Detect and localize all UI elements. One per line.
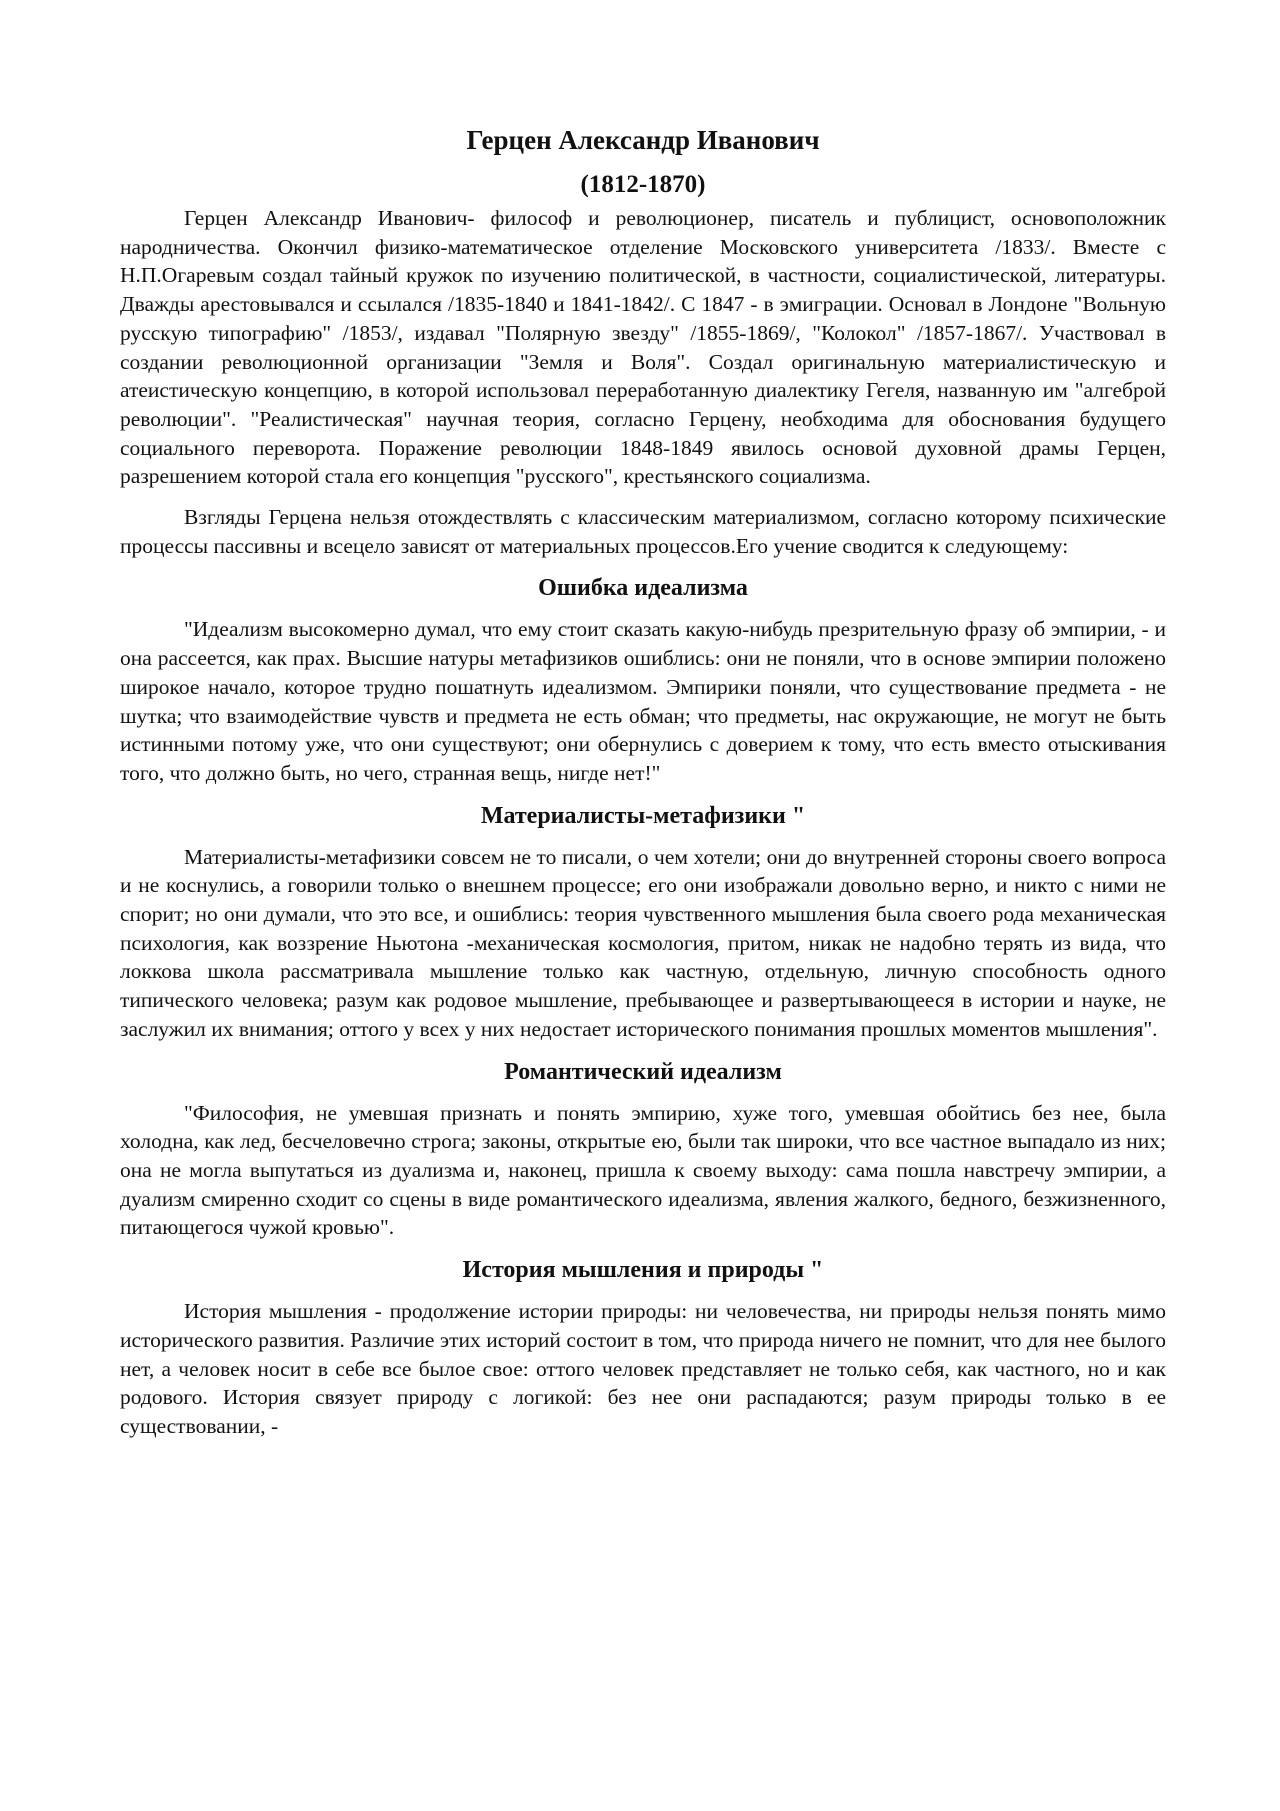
- section-paragraph: Материалисты-метафизики совсем не то писали, о чем хотели; они до внутренней стороны своего вопроса и не коснулись, а говорили только о внешнем процессе; его они изображали довольно верно, и никто с ними не спорит; но они думали, что это все, и ошиблись: теория чувственного мышления была своего рода механическая психология, как воззрение Ньютона -механическая космология, притом, никак не надобно терять из вида, что локкова школа рассматривала мышление только как частную, отдельную, личную способность одного типического человека; разум как родовое мышление, пребывающее и развертывающееся в истории и науке, не заслужил их внимания; оттого у всех у них недостает исторического понимания прошлых моментов мышления".: [120, 844, 1166, 1041]
- intro-paragraph: Герцен Александр Иванович- философ и революционер, писатель и публицист, основоположник народничества. Окончил физико-математическое отделение Московского университета /1833/. Вместе с Н.П.Огаревым создал тайный кружок по изучению политической, в частности, социалистической, литературы. Дважды арестовывался и ссылался /1835-1840 и 1841-1842/. С 1847 - в эмиграции. Основал в Лондоне "Вольную русскую типографию" /1853/, издавал "Полярную звезду" /1855-1869/, "Колокол" /1857-1867/. Участвовал в создании революционной организации "Земля и Воля". Создал оригинальную материалистическую и атеистическую концепцию, в которой использовал переработанную диалектику Гегеля, названную им "алгеброй революции". "Реалистическая" научная теория, согласно Герцену, необходима для обоснования будущего социального переворота. Поражение революции 1848-1849 явилось основой духовной драмы Герцен, разрешением которой стала его концепция "русского", крестьянского социализма.: [120, 206, 1166, 489]
- section-heading: История мышления и природы ": [462, 1257, 824, 1284]
- intro-paragraph: Взгляды Герцена нельзя отождествлять с классическим материализмом, согласно которому психические процессы пассивны и всецело зависят от материальных процессов.Его учение сводится к следующему:: [120, 505, 1166, 558]
- document-title: Герцен Александр Иванович: [466, 125, 820, 155]
- document-page: [120, 122, 1166, 1453]
- section-heading: Материалисты-метафизики ": [480, 802, 806, 829]
- section-paragraph: История мышления - продолжение истории природы: ни человечества, ни природы нельзя понять мимо исторического развития. Различие этих историй состоит в том, что природа ничего не помнит, что для нее былого нет, а человек носит в себе все былое свое: оттого человек представляет не только себя, как частного, но и как родового. История связует природу с логикой: без нее они распадаются; разум природы только в ее существовании, -: [120, 1299, 1166, 1438]
- section-heading: Ошибка идеализма: [538, 575, 748, 602]
- section-paragraph: "Идеализм высокомерно думал, что ему стоит сказать какую-нибудь презрительную фразу об эмпирии, - и она рассеется, как прах. Высшие натуры метафизиков ошиблись: они не поняли, что в основе эмпирии положено широкое начало, которое трудно пошатнуть идеализмом. Эмпирики поняли, что существование предмета - не шутка; что взаимодействие чувств и предмета не есть обман; что предметы, нас окружающие, не могут не быть истинными потому уже, что они существуют; они обернулись с доверием к тому, что есть вместо отыскивания того, что должно быть, но чего, странная вещь, нигде нет!": [120, 617, 1166, 785]
- section-paragraph: "Философия, не умевшая признать и понять эмпирию, хуже того, умевшая обойтись без нее, была холодна, как лед, бесчеловечно строга; законы, открытые ею, были так широки, что все частное выпадало из них; она не могла выпутаться из дуализма и, наконец, пришла к своему выходу: сама пошла навстречу эмпирии, а дуализм смиренно сходит со сцены в виде романтического идеализма, явления жалкого, бедного, безжизненного, питающегося чужой кровью".: [120, 1100, 1166, 1240]
- life-dates: (1812-1870): [580, 171, 706, 198]
- section-heading: Романтический идеализм: [504, 1058, 782, 1085]
